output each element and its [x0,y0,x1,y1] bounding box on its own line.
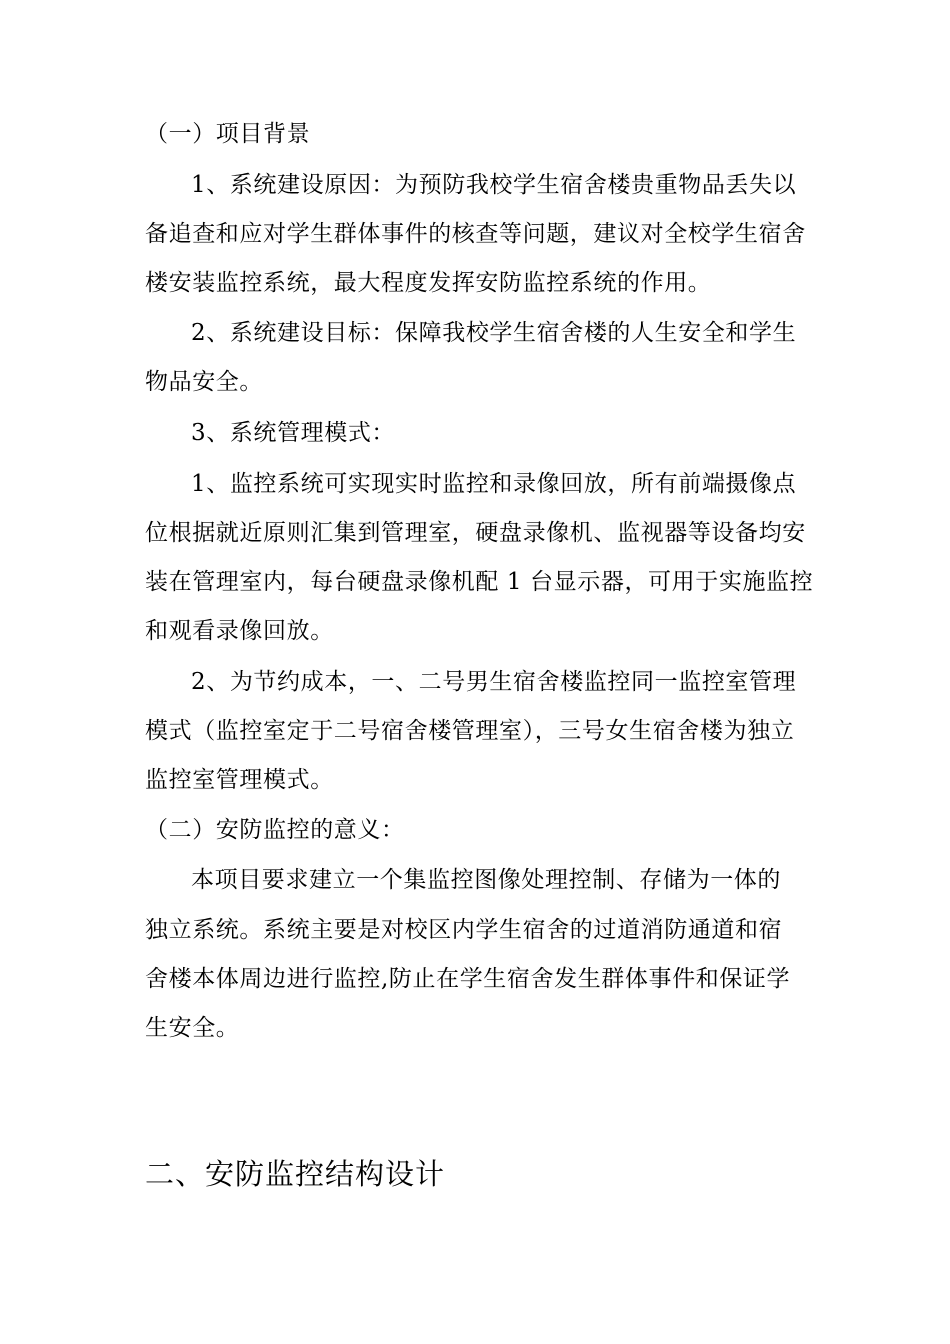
paragraph-line: 备追查和应对学生群体事件的核查等问题，建议对全校学生宿舍 [145,221,806,247]
paragraph-line: 物品安全。 [145,369,263,395]
paragraph-line: 楼安装监控系统，最大程度发挥安防监控系统的作用。 [145,270,712,296]
paragraph-line: 3、系统管理模式： [191,420,396,446]
paragraph-line: 位根据就近原则汇集到管理室，硬盘录像机、监视器等设备均安 [145,520,806,546]
paragraph-line: 舍楼本体周边进行监控,防止在学生宿舍发生群体事件和保证学 [145,966,791,992]
paragraph-line: 装在管理室内，每台硬盘录像机配 1 台显示器，可用于实施监控 [145,569,814,595]
paragraph-line: 生安全。 [145,1015,240,1041]
paragraph-line: 1、监控系统可实现实时监控和录像回放，所有前端摄像点 [191,471,797,497]
section-heading-background: （一）项目背景 [145,121,311,147]
paragraph-line: 2、系统建设目标：保障我校学生宿舍楼的人生安全和学生 [191,320,797,346]
paragraph-line: 监控室管理模式。 [145,767,334,793]
section-heading-significance: （二）安防监控的意义： [145,817,405,843]
paragraph-line: 本项目要求建立一个集监控图像处理控制、存储为一体的 [191,867,781,893]
paragraph-line: 2、为节约成本，一、二号男生宿舍楼监控同一监控室管理 [191,669,797,695]
paragraph-line: 独立系统。系统主要是对校区内学生宿舍的过道消防通道和宿 [145,917,783,943]
paragraph-line: 模式（监控室定于二号宿舍楼管理室），三号女生宿舍楼为独立 [145,718,795,744]
chapter-heading: 二、安防监控结构设计 [145,1157,446,1191]
paragraph-line: 1、系统建设原因：为预防我校学生宿舍楼贵重物品丢失以 [191,172,797,198]
paragraph-line: 和观看录像回放。 [145,618,334,644]
